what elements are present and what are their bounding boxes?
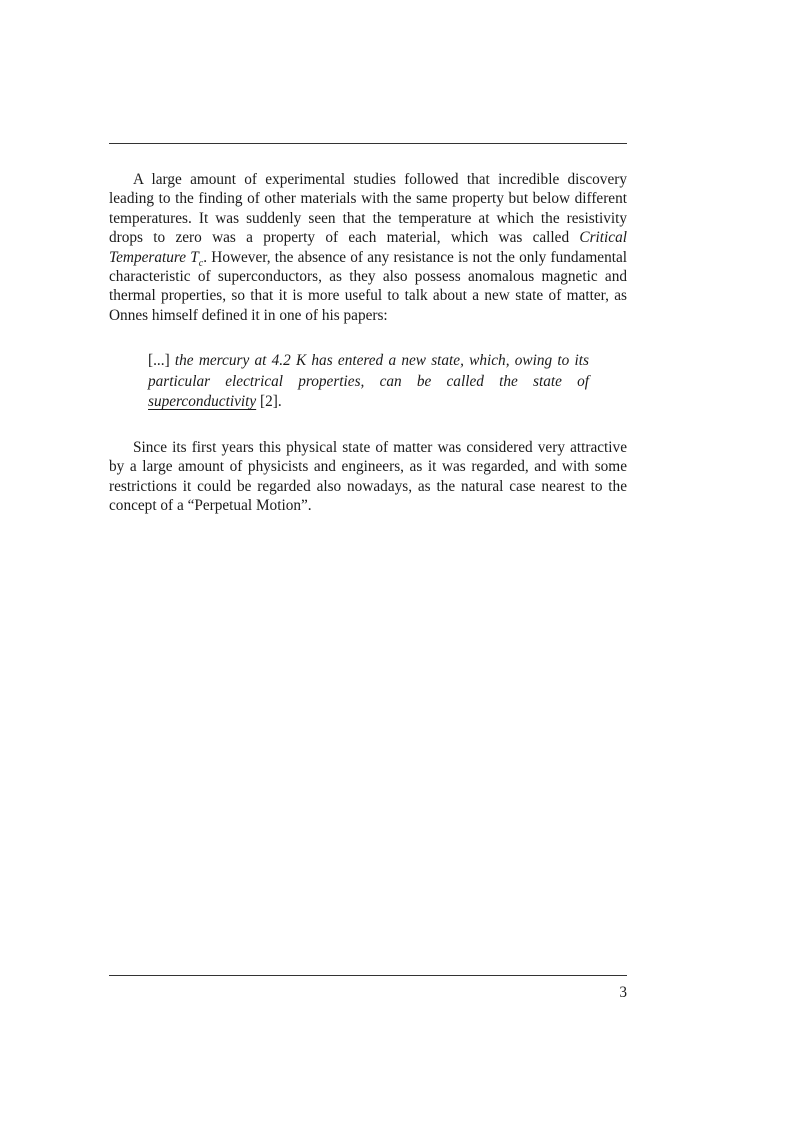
header-rule <box>109 143 627 144</box>
quote-citation: [2]. <box>256 393 282 410</box>
onnes-quote <box>148 351 589 413</box>
quote-text: the mercury at 4.2 K has entered a new state, which, owing to its particular electrical properties, can be called the state of <box>148 352 589 390</box>
quote-ellipsis: [...] <box>148 352 170 369</box>
critical-temperature-subscript: c <box>198 257 204 269</box>
paragraph2-text: Since its first years this physical state of matter was considered very attractive by a large amount of physicists and engineers, as it was regarded, and with some restrictions it could be regarded also nowadays, as the natural case nearest to the concept of a “Perpetual Motion”. <box>109 439 627 515</box>
paragraph1-text-b: . However, the absence of any resistance is not the only fundamental characteristic of superconductors, as they also possess anomalous magnetic and thermal properties, so that it is more useful to talk about a new state of matter, as Onnes himself defined it in one of his papers: <box>109 248 628 324</box>
paragraph-perpetual-motion <box>109 438 627 516</box>
page-number: 3 <box>619 984 627 1001</box>
paragraph1-text-a: A large amount of experimental studies followed that incredible discovery leading to the finding of other materials with the same property but below different temperatures. It was suddenly seen that the temperature at which the resistivity drops to zero was a property of each material, which was called <box>109 171 627 247</box>
critical-temperature-label: Critical Temperature T <box>109 229 627 266</box>
paragraph-critical-temperature <box>109 170 627 325</box>
quote-underlined-term: superconductivity <box>148 393 257 410</box>
footer-rule <box>109 975 627 976</box>
